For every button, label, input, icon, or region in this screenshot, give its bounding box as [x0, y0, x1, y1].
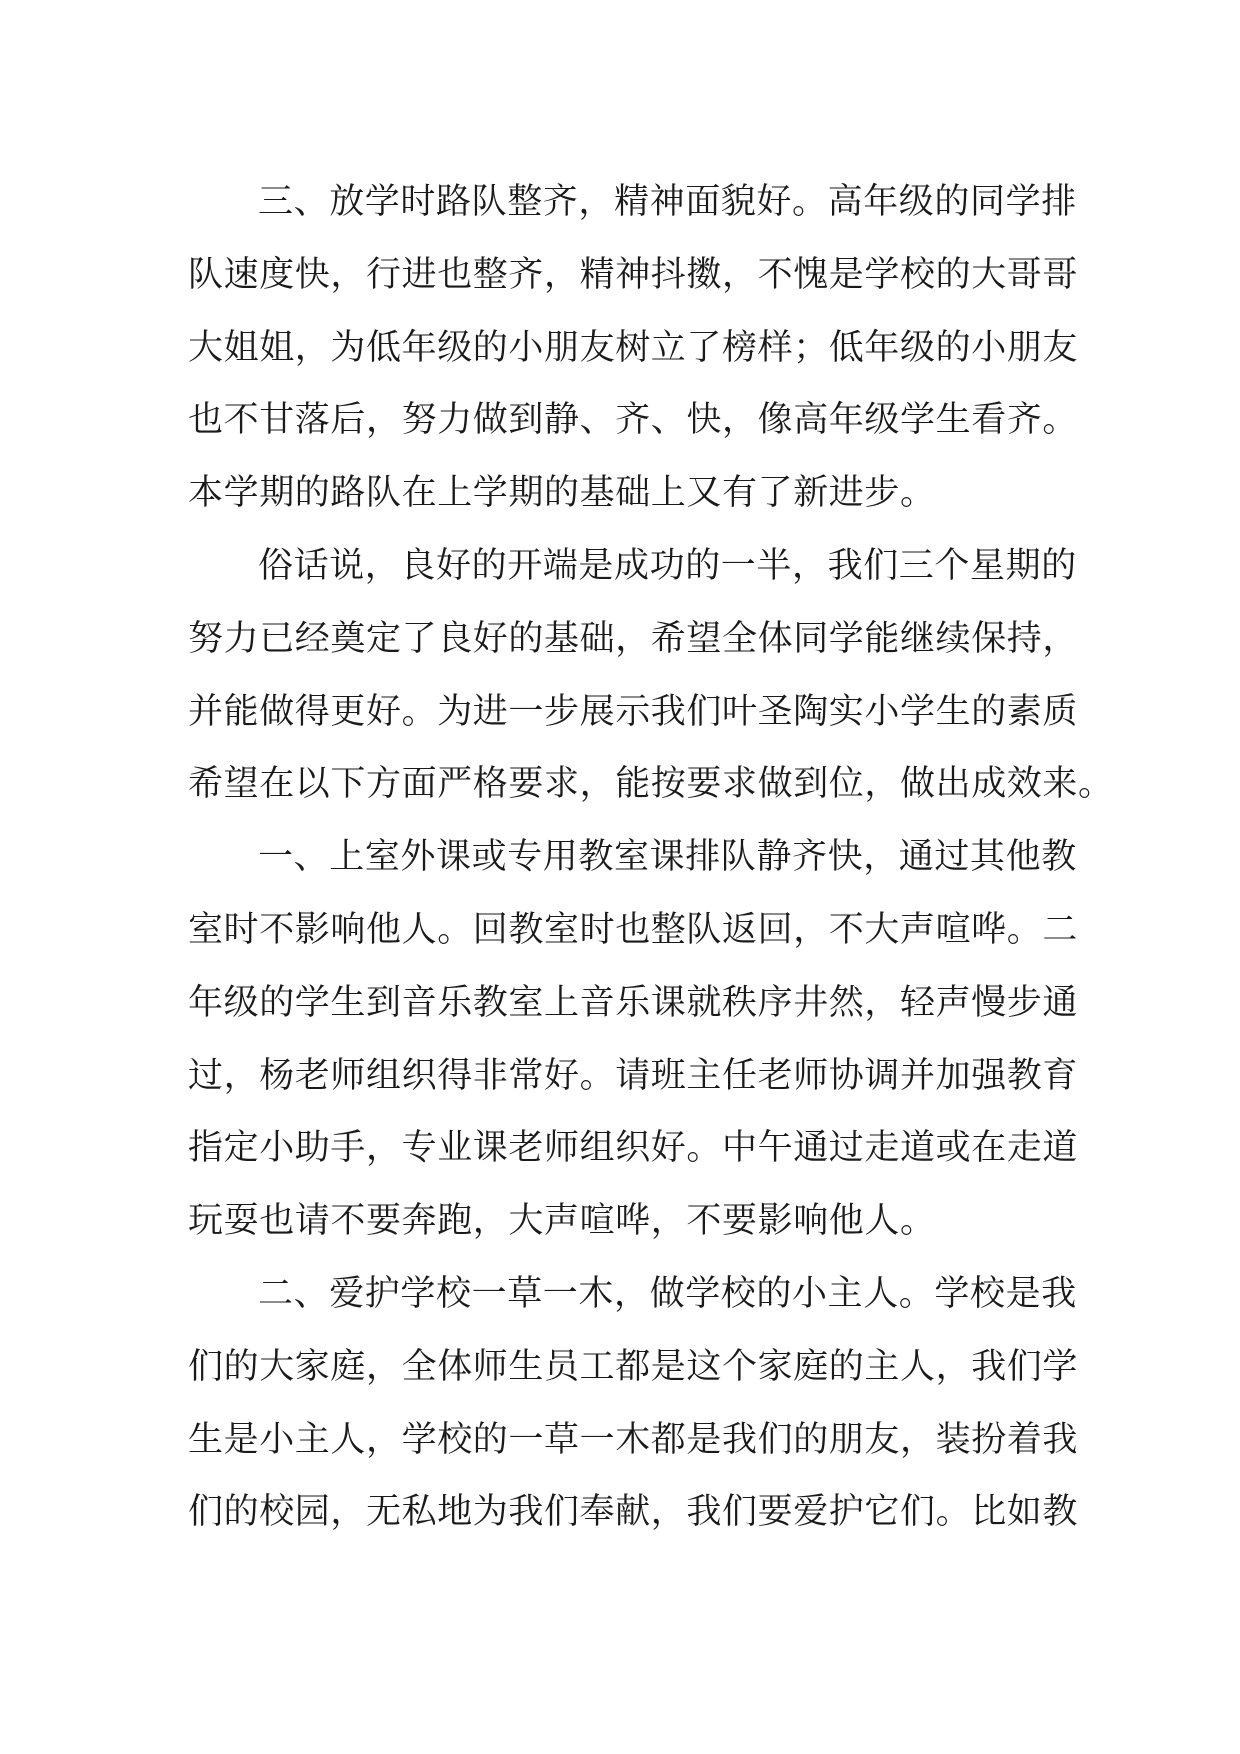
- paragraph-line: 们的校园，无私地为我们奉献，我们要爱护它们。比如教: [188, 1492, 1079, 1533]
- paragraph-line: 年级的学生到音乐教室上音乐课就秩序井然，轻声慢步通: [188, 982, 1079, 1023]
- paragraph-line: 指定小助手，专业课老师组织好。中午通过走道或在走道: [188, 1128, 1079, 1169]
- paragraph-line: 一、上室外课或专用教室课排队静齐快，通过其他教: [258, 837, 1077, 878]
- paragraph-line: 生是小主人，学校的一草一木都是我们的朋友，装扮着我: [188, 1419, 1079, 1460]
- paragraph-line: 二、爱护学校一草一木，做学校的小主人。学校是我: [258, 1273, 1077, 1314]
- paragraph-line: 本学期的路队在上学期的基础上又有了新进步。: [188, 473, 936, 514]
- paragraph-line: 俗话说，良好的开端是成功的一半，我们三个星期的: [258, 545, 1077, 586]
- paragraph-line: 过，杨老师组织得非常好。请班主任老师协调并加强教育: [188, 1055, 1079, 1096]
- paragraph-2: [188, 530, 1114, 821]
- paragraph-line: 三、放学时路队整齐，精神面貌好。高年级的同学排: [258, 182, 1077, 222]
- paragraph-4: [188, 1258, 1079, 1549]
- paragraph-line: 玩耍也请不要奔跑，大声喧哗，不要影响他人。: [188, 1201, 936, 1242]
- paragraph-line: 室时不影响他人。回教室时也整队返回，不大声喧哗。二: [188, 909, 1079, 950]
- paragraph-line: 大姐姐，为低年级的小朋友树立了榜样；低年级的小朋友: [188, 327, 1079, 368]
- paragraph-line: 并能做得更好。为进一步展示我们叶圣陶实小学生的素质: [188, 691, 1079, 732]
- paragraph-3: [188, 821, 1079, 1258]
- paragraph-line: 队速度快，行进也整齐，精神抖擞，不愧是学校的大哥哥: [188, 254, 1079, 295]
- paragraph-1: [188, 166, 1079, 530]
- paragraph-line: 们的大家庭，全体师生员工都是这个家庭的主人，我们学: [188, 1346, 1079, 1387]
- document-body: [188, 166, 1114, 1549]
- paragraph-line: 努力已经奠定了良好的基础，希望全体同学能继续保持，: [188, 618, 1079, 659]
- paragraph-line: 也不甘落后，努力做到静、齐、快，像高年级学生看齐。: [188, 400, 1079, 441]
- paragraph-line: 希望在以下方面严格要求，能按要求做到位，做出成效来。: [188, 764, 1114, 805]
